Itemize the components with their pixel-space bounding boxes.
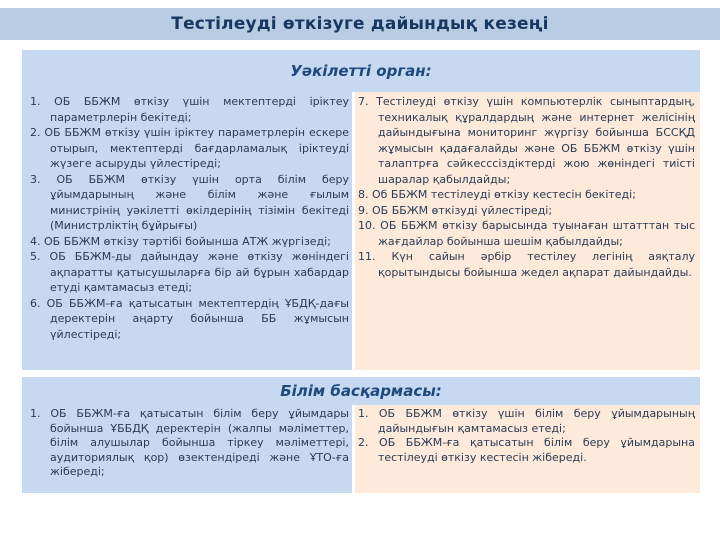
list-item: 4. ОБ ББЖМ өткізу тәртібі бойынша АТЖ жүргізеді;: [30, 234, 331, 248]
list-item: 1. ОБ ББЖМ өткізу үшін білім беру ұйымдарының дайындығын қамтамасыз етеді;: [358, 407, 695, 435]
section-authorized-body: [22, 50, 700, 370]
list-item: 3. ОБ ББЖМ өткізу үшін орта білім беру ұйымдарының және білім және ғылым министрінің уәкілетті өкілдерінің тізімін бекітеді (Министрліктің бұйрығы): [30, 172, 349, 232]
list-item: 6. ОБ ББЖМ-ға қатысатын мектептердің ҰБДҚ-дағы деректерін аңарту бойынша ББ жұмысын үйлестіреді;: [30, 296, 349, 341]
list-item: 2. ОБ ББЖМ өткізу үшін іріктеу параметрлерін ескере отырып, мектептерді бағдарламалық іріктеуді жүзеге асыруды үйлестіреді;: [30, 126, 349, 170]
section-columns: [22, 405, 700, 493]
slide-title: Тестілеуді өткізуге дайындық кезеңі: [171, 14, 549, 34]
list-item: 10. ОБ ББЖМ өткізу барысында туынаған штатттан тыс жағдайлар бойынша шешім қабылдайды;: [358, 219, 695, 248]
list-item: 1. ОБ ББЖМ-ға қатысатын білім беру ұйымдары бойынша ҰББДҚ деректерін (жалпы мәліметтер, білім алушылар бойынша тіркеу мәліметтері, аудиториялық қор) өзектендіреді және ҰТО-ға жібереді;: [30, 407, 349, 478]
list-item: 9. ОБ ББЖМ өткізуді үйлестіреді;: [358, 203, 553, 217]
list-item: 2. ОБ ББЖМ-ға қатысатын білім беру ұйымдарына тестілеуді өткізу кестесін жібереді.: [358, 436, 695, 464]
list-item: 8. Об ББЖМ тестілеуді өткізу кестесін бекітеді;: [358, 188, 636, 201]
list-item: 5. ОБ ББЖМ-ды дайындау және өткізу жөніндегі ақпаратты қатысушыларға бір ай бұрын хабардар етуді қамтамасыз етеді;: [30, 250, 349, 294]
list-item: 7. Тестілеуді өткізу үшін компьютерлік сыныптардың, техникалық құралдардың және интернет желісінің дайындығына мониторинг жүргізу бойынша БССҚД жұмысын қадағалайды және ОБ ББЖМ өткізу үшін талаптрға сәйкесссіздіктерді жою жөніндегі тиісті шаралар қабылдайды;: [358, 95, 695, 186]
authorized-body-left-column: [22, 92, 352, 370]
education-department-left-column: [22, 405, 352, 493]
authorized-body-right-column: [355, 92, 700, 370]
section-heading-education-department: Білім басқармасы:: [22, 377, 700, 405]
slide-title-bar: [0, 8, 720, 40]
section-education-department: [22, 377, 700, 493]
section-columns: [22, 92, 700, 370]
section-heading-authorized-body: Уәкілетті орган:: [22, 50, 700, 92]
list-item: 1. ОБ ББЖМ өткізу үшін мектептерді іріктеу параметрлерін бекітеді;: [30, 95, 349, 124]
list-item: 11. Күн сайын әрбір тестілеу легінің аяқталу қорытындысы бойынша жедел ақпарат дайындайды.: [358, 250, 695, 279]
education-department-right-column: [355, 405, 700, 493]
